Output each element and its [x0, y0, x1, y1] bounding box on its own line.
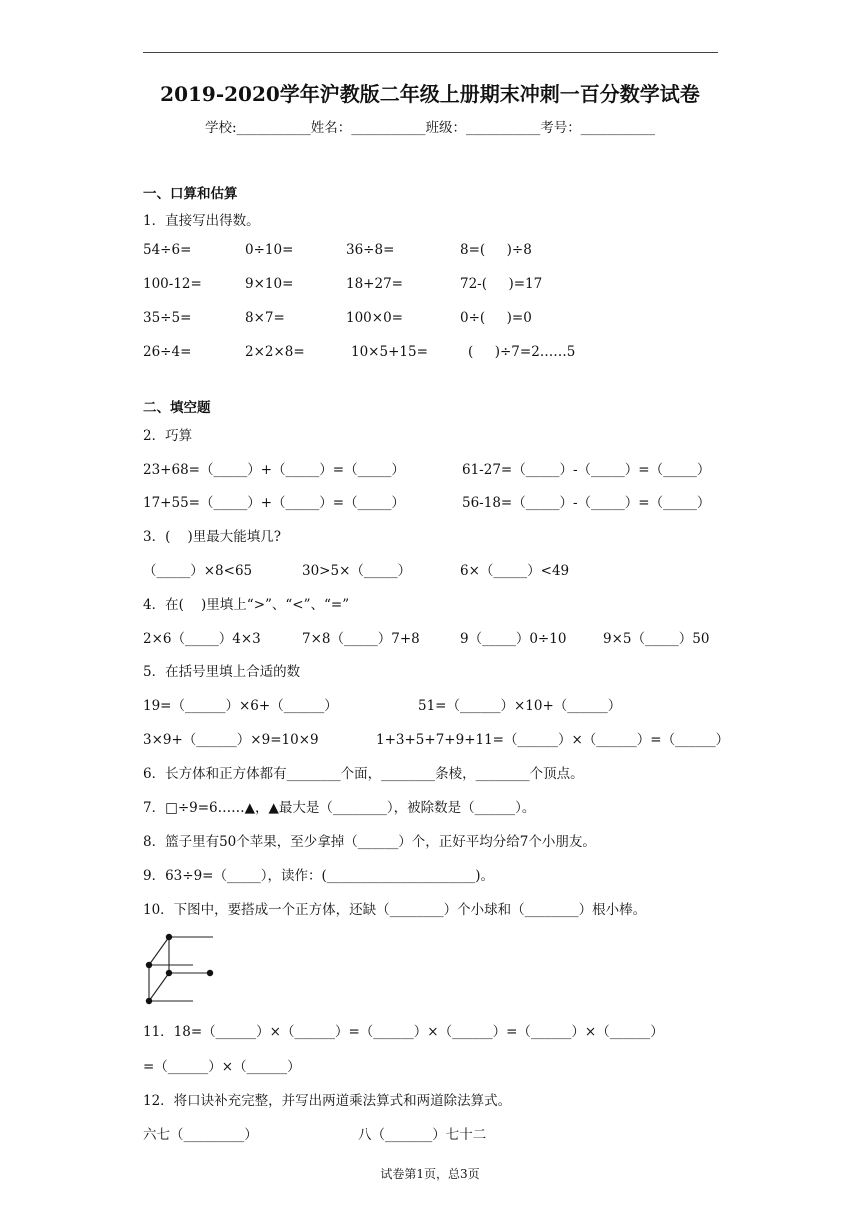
calc-item: 8×7=: [245, 310, 285, 326]
calc-item: 54÷6=: [143, 242, 192, 258]
question-12: 12．将口诀补充完整，并写出两道乘法算式和两道除法算式。: [143, 1093, 512, 1109]
page-footer: 试卷第1页，总3页: [380, 1167, 480, 1181]
calc-item: 100×0=: [346, 310, 403, 326]
calc-item: ( )÷7=2……5: [468, 344, 576, 360]
section-heading: 二、填空题: [143, 400, 211, 416]
q3-item: 30>5×（_____）: [302, 563, 412, 579]
question-8: 8．篮子里有50个苹果，至少拿掉（______）个，正好平均分给7个小朋友。: [143, 834, 596, 850]
calc-item: 10×5+15=: [351, 344, 428, 360]
calc-item: 0÷10=: [245, 242, 294, 258]
question-6: 6．长方体和正方体都有________个面，________条棱，________个顶点。: [143, 766, 584, 782]
question-7: 7．□÷9=6……▲，▲最大是（________），被除数是（______）。: [143, 800, 536, 816]
question-11-cont: =（______）×（______）: [143, 1059, 301, 1075]
q4-item: 9×5（_____）50: [603, 631, 710, 647]
section-heading: 一、口算和估算: [143, 186, 238, 202]
q4-item: 2×6（_____）4×3: [143, 631, 261, 647]
question-3: 3．( )里最大能填几?: [143, 529, 282, 545]
calc-item: 35÷5=: [143, 310, 192, 326]
q5-item: 1+3+5+7+9+11=（______）×（______）=（______）: [376, 732, 730, 748]
q12-item: 六七（_________）: [143, 1127, 258, 1143]
q5-item: 51=（______）×10+（______）: [418, 698, 622, 714]
question-5: 5．在括号里填上合适的数: [143, 664, 301, 680]
calc-item: 100-12=: [143, 276, 202, 292]
q2-item: 17+55=（_____）+（_____）=（_____）: [143, 495, 405, 511]
q2-item: 61-27=（_____）-（_____）=（_____）: [462, 462, 711, 478]
question-4: 4．在( )里填上“>”、“<”、“=”: [143, 597, 350, 613]
question-9: 9．63÷9=（_____），读作：(______________________)。: [143, 868, 495, 884]
q5-item: 3×9+（______）×9=10×9: [143, 732, 319, 748]
calc-item: 18+27=: [346, 276, 403, 292]
q12-item: 八（_______）七十二: [358, 1127, 487, 1143]
question-1: 1．直接写出得数。: [143, 213, 260, 229]
q2-item: 56-18=（_____）-（_____）=（_____）: [462, 495, 711, 511]
calc-item: 2×2×8=: [245, 344, 305, 360]
calc-item: 8=( )÷8: [460, 242, 532, 258]
q4-item: 9（_____）0÷10: [460, 631, 567, 647]
student-info-line: 学校:___________姓名：___________班级：___________考号：___________: [204, 120, 656, 136]
question-10: 10．下图中，要搭成一个正方体，还缺（________）个小球和（________）根小棒。: [143, 902, 647, 918]
question-2: 2．巧算: [143, 428, 193, 444]
q5-item: 19=（______）×6+（______）: [143, 698, 338, 714]
calc-item: 26÷4=: [143, 344, 192, 360]
q3-item: 6×（_____）<49: [460, 563, 570, 579]
q2-item: 23+68=（_____）+（_____）=（_____）: [143, 462, 405, 478]
q3-item: （_____）×8<65: [143, 563, 253, 579]
page-title: 2019-2020学年沪教版二年级上册期末冲刺一百分数学试卷: [160, 82, 700, 106]
calc-item: 72-( )=17: [460, 276, 543, 292]
question-11: 11．18=（______）×（______）=（______）×（______）=（______）×（______）: [143, 1024, 664, 1040]
calc-item: 0÷( )=0: [460, 310, 532, 326]
header-rule: [143, 52, 718, 53]
calc-item: 9×10=: [245, 276, 294, 292]
cube-sticks-figure: [138, 928, 228, 1008]
calc-item: 36÷8=: [346, 242, 395, 258]
q4-item: 7×8（_____）7+8: [302, 631, 420, 647]
